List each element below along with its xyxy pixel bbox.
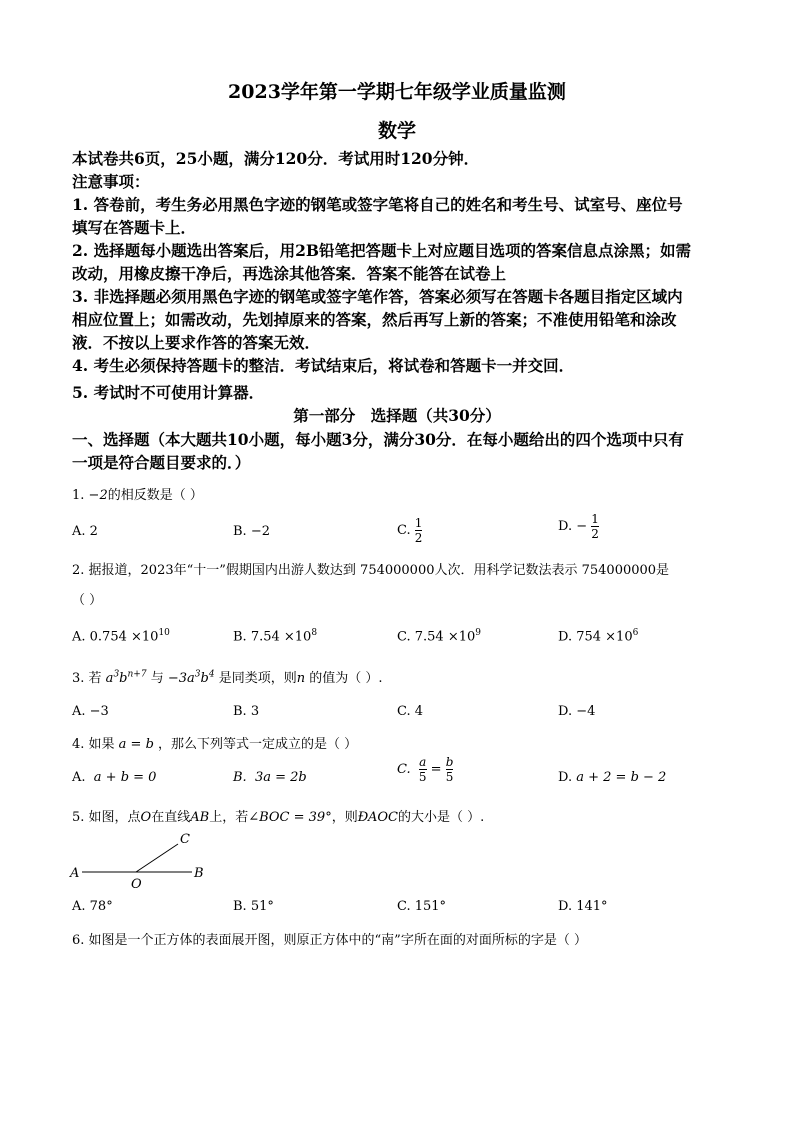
q3-option-a: A. −3: [72, 704, 109, 719]
question-4-stem: 4. 如果 a = b ，那么下列等式一定成立的是（ ）: [72, 737, 358, 752]
question-6-stem: 6. 如图是一个正方体的表面展开图，则原正方体中的“南”字所在面的对面所标的字是（ ）: [72, 933, 587, 948]
instruction-1: 1. 答卷前，考生务必用黑色字迹的钢笔或签字笔将自己的姓名和考生号、试室号、座位号 填写在答题卡上．: [72, 195, 683, 237]
point-label-o: O: [131, 877, 142, 892]
point-label-b: B: [194, 866, 204, 881]
exam-intro: 本试卷共6页，25小题，满分120分．考试用时120分钟．: [72, 149, 480, 168]
q3-option-b: B. 3: [233, 704, 260, 719]
section-heading-line2: 一项是符合题目要求的．）: [72, 453, 251, 472]
q1-option-c: C. $\frac{1}{2}$: [397, 516, 423, 545]
instruction-3: 3. 非选择题必须用黑色字迹的钢笔或签字笔作答，答案必须写在答题卡各题目指定区域内 相应位置上；如需改动，先划掉原来的答案，然后再写上新的答案；不准使用铅笔和涂改 液．不按以上要求作答的答案无效．: [72, 287, 683, 352]
notice-heading: 注意事项：: [72, 172, 150, 191]
q1-option-b: B. −2: [233, 524, 270, 539]
q2-option-a: A. $0.754 \times 10^{10}$: [72, 628, 170, 645]
question-2-stem: 2. 据报道，2023年“十一”假期国内出游人数达到 754000000人次．用科学记数法表示 754000000是: [72, 563, 670, 578]
q3-option-c: C. 4: [397, 704, 424, 719]
q1-option-d: D. − $\frac{1}{2}$: [558, 512, 599, 541]
question-1-stem: 1. −2的相反数是（ ）: [72, 488, 203, 503]
q5-option-a: A. 78°: [72, 899, 113, 914]
q2-option-d: D. $754 \times 10^6$: [558, 628, 639, 645]
q3-option-d: D. −4: [558, 704, 596, 719]
instruction-4: 4. 考生必须保持答题卡的整洁．考试结束后，将试卷和答题卡一并交回．: [72, 356, 575, 375]
q5-option-d: D. 141°: [558, 899, 608, 914]
point-label-c: C: [180, 832, 190, 847]
instruction-2: 2. 选择题每小题选出答案后，用2B铅笔把答题卡上对应题目选项的答案信息点涂黑；如需 改动，用橡皮擦干净后，再选涂其他答案．答案不能答在试卷上: [72, 241, 691, 283]
q2-option-c: C. $7.54 \times 10^9$: [397, 628, 481, 645]
section-heading-line1: 一、选择题（本大题共10小题，每小题3分，满分30分．在每小题给出的四个选项中只有: [72, 430, 684, 449]
part-title: 第一部分 选择题（共30分）: [293, 406, 501, 425]
question-5-stem: 5. 如图，点O在直线AB上，若∠BOC = 39°，则ÐAOC的大小是（ ）.: [72, 810, 485, 825]
ray-oc: [136, 844, 178, 872]
instruction-5: 5. 考试时不可使用计算器．: [72, 383, 265, 402]
subject-title: 数学: [377, 120, 416, 142]
page-title: 2023学年第一学期七年级学业质量监测: [228, 81, 566, 103]
q1-option-a: A. 2: [72, 524, 98, 539]
question-2-stem-cont: （ ）: [72, 593, 103, 608]
q4-option-b: B. 3a = 2b: [233, 770, 307, 785]
q5-option-b: B. 51°: [233, 899, 274, 914]
point-label-a: A: [70, 866, 80, 881]
q5-option-c: C. 151°: [397, 899, 447, 914]
q4-option-c: C. $\frac{a}{5}$ = $\frac{b}{5}$: [397, 755, 454, 784]
q4-option-d: D. a + 2 = b − 2: [558, 770, 667, 785]
q2-option-b: B. $7.54 \times 10^8$: [233, 628, 318, 645]
q4-option-a: A. a + b = 0: [72, 770, 157, 785]
angle-figure: [66, 826, 216, 894]
question-3-stem: 3. 若 $a^3b^{n+7}$ 与 $-3a^3b^4$ 是同类项，则n 的值为（ ）.: [72, 669, 383, 686]
